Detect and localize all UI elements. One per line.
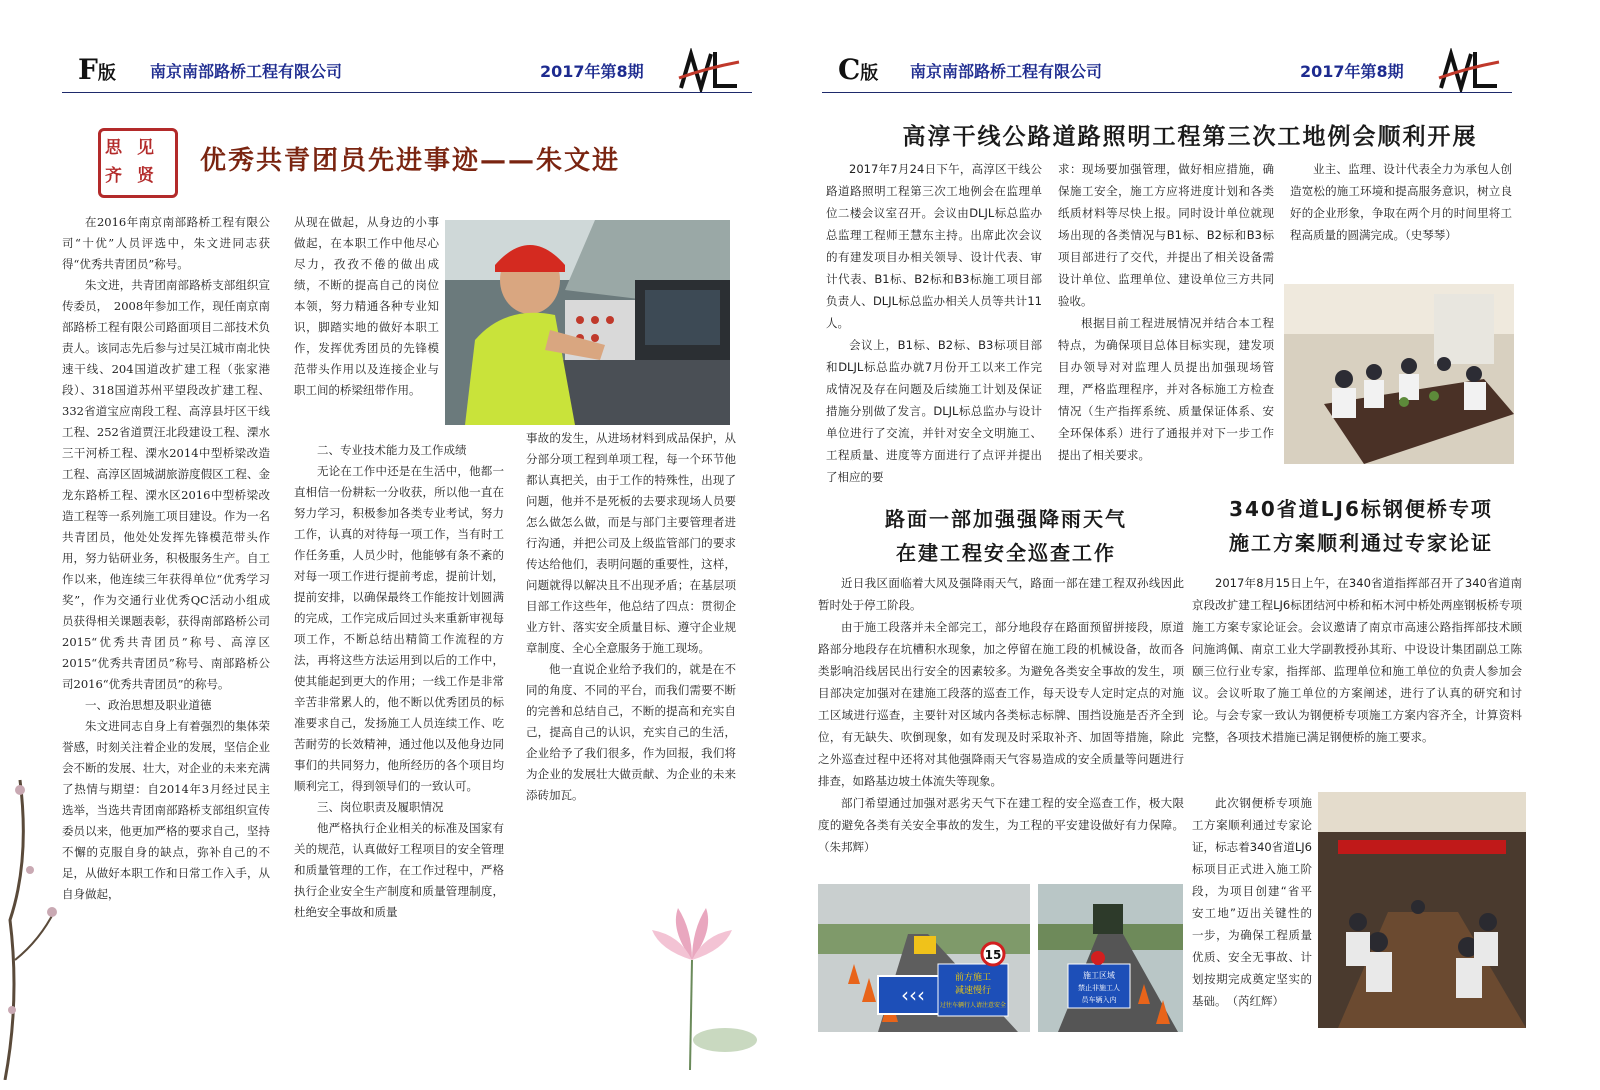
construction-zone-photo xyxy=(1038,884,1183,1032)
article-column-2-top: 从现在做起，从身边的小事做起，在本职工作中他尽心尽力，孜孜不倦的做出成绩，不断的提高自己的岗位本领，努力精通各种专业知识，脚踏实地的做好本职工作，发挥优秀团员的先锋模范带头作用以及连接企业与职工间的桥梁纽带作用。 xyxy=(294,215,439,397)
article-3-body-narrow: 此次钢便桥专项施工方案顺利通过专家论证，标志着340省道LJ6标项目正式进入施工阶段，为项目创建“省平安工地”迈出关键性的一步，为确保工程质量优质、安全无事故、计划按期完成奠定坚实的基础。 （芮红辉） xyxy=(1192,796,1312,1008)
svg-text:减速慢行: 减速慢行 xyxy=(954,986,992,996)
svg-text:员车辆入内: 员车辆入内 xyxy=(1081,996,1117,1004)
article-column-1: 在2016年南京南部路桥工程有限公司“十优”人员评选中，朱文进同志获得“优秀共青团员”称号。 朱文进，共青团南部路桥支部组织宣传委员， 2008年参加工作，现任南京南部路桥工程有限公司路面项目二部技术负责人。该同志先后参与过吴江城市南北快速干线、204国道改扩建工程（张家港段）、318国道苏州平望段改扩建工程、332省道宝应南段工程、高淳县圩区干线工程、252省道贾汪北段建设工程、溧水三干河桥工程、溧水2014中型桥梁改造工程、高淳区固城湖旅游度假区工程、金龙东路桥工程、溧水区2016中型桥梁改造工程等一系列施工项目建设。作为一名共青团员，他处处发挥先锋模范带头作用，努力钻研业务，积极服务生产。自工作以来，他连续三年获得单位“优秀学习奖”，作为交通行业优秀QC活动小组成员获得相关课题表彰，获得南部路桥公司2015“优秀共青团员”称号、高淳区2015“优秀共青团员”称号、南部路桥公司2016“优秀共青团员”的称号。 一、政治思想及职业道德 朱文进同志自身上有着强烈的集体荣誉感，时刻关注着企业的发展，坚信企业会不断的发展、壮大，对企业的未来充满了热情与期望：自2014年3月经过民主选举，当选共青团南部路桥支部组织宣传委员以来，他更加严格的要求自己，坚持不懈的克服自身的缺点，弥补自己的不足，从做好本职工作和日常工作入手，从自身做起， xyxy=(62,215,270,901)
feature-title: 优秀共青团员先进事迹——朱文进 xyxy=(200,146,621,176)
plum-branch-icon xyxy=(0,760,70,1080)
issue-number: 2017年第8期 xyxy=(1300,62,1404,81)
company-logo-icon xyxy=(677,48,741,92)
company-logo-icon xyxy=(1437,48,1501,92)
article-column-2: 二、专业技术能力及工作成绩 无论在工作中还是在生活中，他都一直相信一份耕耘一分收获，所以他一直在努力学习，积极参加各类专业考试，努力工作，认真的对待每一项工作，当有时工作任务重，人员少时，他能够有条不紊的对每一项工作进行提前考虑，提前计划，提前安排，以确保最终工作能按计划圆满的完成，工作完成后回过头来重新审视每项工作，不断总结出精简工作流程的方法，再将这些方法运用到以后的工作中，使其能起到更大的作用；一线工作是非常辛苦非常累人的，他不断以优秀团员的标准要求自己，发扬施工人员连续工作、吃苦耐劳的长效精神，通过他以及他身边同事们的共同努力，他所经历的各个项目均顺利完工，得到领导们的一致认可。 三、岗位职责及履职情况 他严格执行企业相关的标准及国家有关的规范，认真做好工程项目的安全管理和质量管理的工作，在工作过程中，严格执行企业安全生产制度和质量管理制度，杜绝安全事故和质量 xyxy=(294,443,504,919)
issue-number: 2017年第8期 xyxy=(540,62,644,81)
column-stamp-icon: 思 见 齐 贤 xyxy=(98,128,178,198)
company-name: 南京南部路桥工程有限公司 xyxy=(910,62,1103,81)
road-closure-photo xyxy=(818,884,1030,1032)
svg-text:施工区域: 施工区域 xyxy=(1083,971,1115,980)
article-1-headline: 高淳干线公路道路照明工程第三次工地例会顺利开展 xyxy=(902,124,1478,150)
masthead xyxy=(822,52,1512,93)
article-3-headline: 340省道LJ6标钢便桥专项 施工方案顺利通过专家论证 xyxy=(1229,497,1493,555)
masthead xyxy=(62,52,752,93)
svg-text:前方施工: 前方施工 xyxy=(954,973,992,983)
article-1-column-1: 2017年7月24日下午，高淳区干线公路道路照明工程第三次工地例会在监理单位二楼会议室召开。会议由DLJL标总监办总监理工程师王慧东主持。出席此次会议的有建发项目办相关领导、设计代表、审计代表、B1标、B2标和B3标施工项目部负责人、DLJL标总监办相关人员等共计11人。 会议上，B1标、B2标、B3标项目部和DLJL标总监办就7月份开工以来工作完成情况及存在问题及后续施工计划及保证措施分别做了发言。DLJL标总监办与设计单位进行了交流，并针对安全文明施工、工程质量、进度等方面进行了点评并提出了相应的要 xyxy=(826,162,1042,484)
article-1-column-2: 求：现场要加强管理，做好相应措施，确保施工安全，施工方应将进度计划和各类纸质材料等尽快上报。同时设计单位就现场出现的各类情况与B1标、B2标和B3标项目部进行了交代，并提出了相关设备需设计单位、监理单位、建设单位三方共同验收。 根据目前工程进展情况并结合本工程特点，为确保项目总体目标实现，建发项目办领导对对监理人员提出加强现场管理，严格监理程序，并对各标施工方检查情况（生产指挥系统、质量保证体系、安全环保体系）进行了通报并对下一步工作提出了相关要求。 xyxy=(1058,162,1274,462)
left-page xyxy=(0,0,780,1090)
worker-console-photo xyxy=(445,220,730,425)
meeting-room-photo xyxy=(1284,284,1514,464)
right-page xyxy=(800,0,1600,1090)
lotus-flower-icon xyxy=(630,900,760,1070)
company-name: 南京南部路桥工程有限公司 xyxy=(150,62,343,81)
article-2-headline: 路面一部加强强降雨天气 在建工程安全巡查工作 xyxy=(885,507,1127,565)
chevron-left-icon: ‹‹‹ xyxy=(901,983,925,1007)
svg-text:15: 15 xyxy=(984,948,1002,962)
article-1-column-3: 业主、监理、设计代表全力为承包人创造宽松的施工环境和提高服务意识，树立良好的企业形象，争取在两个月的时间里将工程高质量的圆满完成。（史琴琴） xyxy=(1290,162,1512,242)
svg-text:过往车辆行人请注意安全: 过往车辆行人请注意安全 xyxy=(939,1002,1007,1009)
edition-label: F版 xyxy=(78,53,116,86)
svg-text:禁止非施工人: 禁止非施工人 xyxy=(1078,984,1120,992)
edition-label: C版 xyxy=(838,53,879,86)
expert-meeting-photo xyxy=(1318,792,1526,1028)
article-column-3: 事故的发生，从进场材料到成品保护，从分部分项工程到单项工程，每一个环节他都认真把关，由于工作的特殊性，出现了问题，他并不是死板的去要求现场人员要怎么做怎么做，而是与部门主要管理者进行沟通，并把公司及上级监管部门的要求传达给他们，表明问题的重要性，这样，问题就得以解决且不出现矛盾；在基层项目部工作这些年，他总结了四点：贯彻企业方针、落实安全质量目标、遵守企业规章制度、全心全意服务于施工现场。 他一直说企业给予我们的，就是在不同的角度、不同的平台，而我们需要不断的完善和总结自己，不断的提高和充实自己，提高自己的认识，充实自己的生活，企业给予了我们很多，作为回报，我们将为企业的发展壮大做贡献、为企业的未来添砖加瓦。 xyxy=(526,431,736,802)
article-2-body: 近日我区面临着大风及强降雨天气，路面一部在建工程双孙线因此暂时处于停工阶段。 由于施工段落并未全部完工，部分地段存在路面预留拼接段，原道路部分地段存在坑槽积水现象，加之停留在施工段的机械设备，故而各类影响沿线居民出行安全的因素较多。为避免各类安全事故的发生，项目部决定加强对在建施工段落的巡查工作，每天设专人定时定点的对施工区域进行巡查，主要针对区域内各类标志标牌、围挡设施是否齐全到位，有无缺失、吹倒现象，如有发现及时采取补齐、加固等措施，除此之外巡查过程中还将对其他强降雨天气容易造成的安全质量等问题进行排查，如路基边坡土体流失等现象。 部门希望通过加强对恶劣天气下在建工程的安全巡查工作，极大限度的避免各类有关安全事故的发生，为工程的平安建设做好有力保障。（朱邦辉） xyxy=(818,576,1184,854)
article-3-body: 2017年8月15日上午，在340省道指挥部召开了340省道南京段改扩建工程LJ6标团结河中桥和柘木河中桥处两座钢板桥专项施工方案专家论证会。会议邀请了南京市高速公路指挥部技术顾问施鸿佩、南京工业大学副教授孙其珩、中设设计集团副总工陈颐三位行业专家，指挥部、监理单位和施工单位的负责人参加会议。会议听取了施工单位的方案阐述，进行了认真的研究和讨论。与会专家一致认为钢便桥专项施工方案内容齐全，计算资料完整，各项技术措施已满足钢便桥的施工要求。 xyxy=(1192,576,1522,744)
